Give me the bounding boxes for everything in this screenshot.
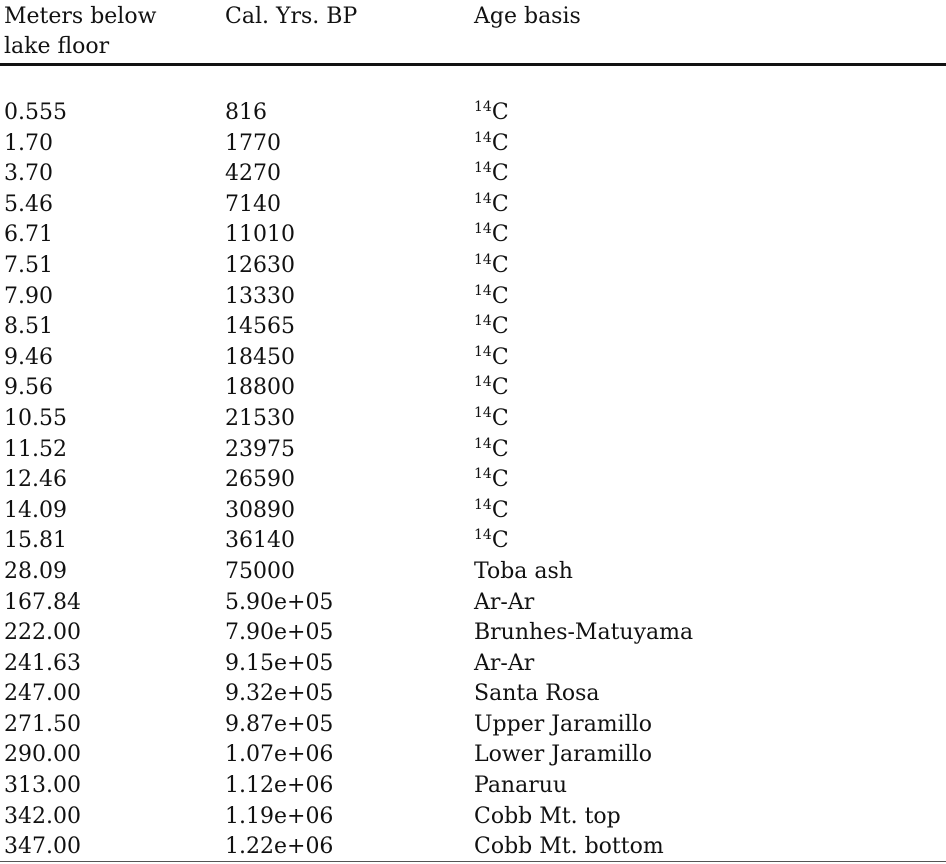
header-rule bbox=[0, 63, 946, 66]
depth-cell: 271.50 bbox=[4, 711, 81, 737]
basis-text: C bbox=[491, 252, 509, 278]
basis-cell bbox=[474, 832, 664, 862]
basis-cell bbox=[474, 740, 652, 770]
isotope-mass-number: 14 bbox=[474, 374, 492, 391]
table-row bbox=[0, 588, 946, 619]
table-row bbox=[0, 679, 946, 710]
basis-cell bbox=[474, 710, 652, 740]
age-cell: 21530 bbox=[225, 405, 295, 431]
depth-cell: 28.09 bbox=[4, 558, 67, 584]
table-row bbox=[0, 771, 946, 802]
depth-cell: 15.81 bbox=[4, 528, 67, 554]
basis-cell bbox=[474, 251, 509, 281]
table-row bbox=[0, 649, 946, 680]
basis-text: C bbox=[491, 375, 509, 401]
table-row bbox=[0, 496, 946, 527]
column-header-age: Cal. Yrs. BP bbox=[225, 4, 358, 29]
age-cell: 7.90e+05 bbox=[225, 620, 334, 646]
basis-text: Ar-Ar bbox=[474, 589, 535, 615]
age-cell: 12630 bbox=[225, 252, 295, 278]
age-cell: 75000 bbox=[225, 558, 295, 584]
age-cell: 1770 bbox=[225, 130, 281, 156]
depth-cell: 167.84 bbox=[4, 589, 81, 615]
table-body bbox=[0, 98, 946, 863]
basis-text: Cobb Mt. bottom bbox=[474, 834, 664, 860]
age-cell: 4270 bbox=[225, 161, 281, 187]
basis-cell bbox=[474, 679, 600, 709]
column-header-basis: Age basis bbox=[474, 4, 581, 29]
depth-cell: 290.00 bbox=[4, 742, 81, 768]
basis-text: C bbox=[491, 161, 509, 187]
depth-cell: 7.51 bbox=[4, 252, 53, 278]
basis-cell bbox=[474, 526, 509, 556]
table-row bbox=[0, 557, 946, 588]
basis-cell bbox=[474, 465, 509, 495]
basis-cell bbox=[474, 557, 573, 587]
depth-cell: 10.55 bbox=[4, 405, 67, 431]
age-cell: 1.22e+06 bbox=[225, 834, 334, 860]
basis-cell bbox=[474, 220, 509, 250]
table-row bbox=[0, 465, 946, 496]
table-row bbox=[0, 312, 946, 343]
basis-text: C bbox=[491, 314, 509, 340]
basis-cell bbox=[474, 649, 534, 679]
depth-cell: 241.63 bbox=[4, 650, 81, 676]
basis-text: C bbox=[491, 344, 509, 370]
basis-cell bbox=[474, 802, 621, 832]
basis-cell bbox=[474, 282, 509, 312]
basis-text: C bbox=[491, 100, 509, 125]
age-cell: 1.07e+06 bbox=[225, 742, 334, 768]
age-cell: 30890 bbox=[225, 497, 295, 523]
isotope-mass-number: 14 bbox=[474, 251, 492, 268]
table-row bbox=[0, 710, 946, 741]
depth-cell: 5.46 bbox=[4, 191, 53, 217]
isotope-mass-number: 14 bbox=[474, 404, 492, 421]
age-cell: 7140 bbox=[225, 191, 281, 217]
age-cell: 9.87e+05 bbox=[225, 711, 334, 737]
age-cell: 18800 bbox=[225, 375, 295, 401]
table-row bbox=[0, 404, 946, 435]
table-row bbox=[0, 435, 946, 466]
basis-cell bbox=[474, 190, 509, 220]
table-row bbox=[0, 373, 946, 404]
basis-text: C bbox=[491, 528, 509, 554]
basis-text: C bbox=[491, 130, 509, 156]
column-header-depth: Meters below lake floor bbox=[4, 4, 157, 59]
table-row bbox=[0, 98, 946, 129]
isotope-mass-number: 14 bbox=[474, 313, 492, 330]
isotope-mass-number: 14 bbox=[474, 221, 492, 238]
isotope-mass-number: 14 bbox=[474, 160, 492, 177]
table-row bbox=[0, 251, 946, 282]
basis-cell bbox=[474, 159, 509, 189]
depth-cell: 8.51 bbox=[4, 314, 53, 340]
depth-cell: 313.00 bbox=[4, 773, 81, 799]
depth-cell: 222.00 bbox=[4, 620, 81, 646]
depth-cell: 247.00 bbox=[4, 681, 81, 707]
basis-cell bbox=[474, 435, 509, 465]
basis-text: C bbox=[491, 191, 509, 217]
isotope-mass-number: 14 bbox=[474, 435, 492, 452]
depth-cell: 3.70 bbox=[4, 161, 53, 187]
age-cell: 9.32e+05 bbox=[225, 681, 334, 707]
table-row bbox=[0, 220, 946, 251]
depth-cell: 0.555 bbox=[4, 100, 67, 125]
age-cell: 18450 bbox=[225, 344, 295, 370]
isotope-mass-number: 14 bbox=[474, 99, 492, 115]
isotope-mass-number: 14 bbox=[474, 527, 492, 544]
depth-cell: 11.52 bbox=[4, 436, 67, 462]
table-row bbox=[0, 159, 946, 190]
table-row bbox=[0, 282, 946, 313]
basis-text: C bbox=[491, 222, 509, 248]
basis-text: Cobb Mt. top bbox=[474, 803, 621, 829]
bottom-rule bbox=[0, 861, 946, 862]
table-row bbox=[0, 526, 946, 557]
basis-text: C bbox=[491, 467, 509, 493]
depth-cell: 7.90 bbox=[4, 283, 53, 309]
basis-cell bbox=[474, 98, 509, 128]
table-row bbox=[0, 343, 946, 374]
depth-cell: 6.71 bbox=[4, 222, 53, 248]
age-cell: 1.12e+06 bbox=[225, 773, 334, 799]
depth-cell: 12.46 bbox=[4, 467, 67, 493]
isotope-mass-number: 14 bbox=[474, 190, 492, 207]
basis-text: C bbox=[491, 405, 509, 431]
basis-cell bbox=[474, 771, 567, 801]
age-cell: 23975 bbox=[225, 436, 295, 462]
isotope-mass-number: 14 bbox=[474, 282, 492, 299]
basis-text: Santa Rosa bbox=[474, 681, 600, 707]
table-row bbox=[0, 129, 946, 160]
table-row bbox=[0, 832, 946, 863]
depth-cell: 9.56 bbox=[4, 375, 53, 401]
basis-text: C bbox=[491, 283, 509, 309]
basis-text: Upper Jaramillo bbox=[474, 711, 653, 737]
table-row bbox=[0, 618, 946, 649]
age-cell: 11010 bbox=[225, 222, 295, 248]
basis-cell bbox=[474, 129, 509, 159]
table-row bbox=[0, 740, 946, 771]
age-cell: 26590 bbox=[225, 467, 295, 493]
basis-cell bbox=[474, 373, 509, 403]
age-cell: 13330 bbox=[225, 283, 295, 309]
age-cell: 1.19e+06 bbox=[225, 803, 334, 829]
basis-text: C bbox=[491, 436, 509, 462]
depth-cell: 9.46 bbox=[4, 344, 53, 370]
basis-cell bbox=[474, 588, 534, 618]
basis-cell bbox=[474, 312, 509, 342]
age-cell: 36140 bbox=[225, 528, 295, 554]
basis-text: Panaruu bbox=[474, 773, 568, 799]
basis-cell bbox=[474, 618, 693, 648]
basis-cell bbox=[474, 404, 509, 434]
age-cell: 9.15e+05 bbox=[225, 650, 334, 676]
table-row bbox=[0, 190, 946, 221]
basis-text: Brunhes-Matuyama bbox=[474, 620, 694, 646]
age-cell: 5.90e+05 bbox=[225, 589, 334, 615]
isotope-mass-number: 14 bbox=[474, 129, 492, 146]
isotope-mass-number: 14 bbox=[474, 343, 492, 360]
isotope-mass-number: 14 bbox=[474, 496, 492, 513]
table-row bbox=[0, 802, 946, 833]
age-cell: 816 bbox=[225, 100, 267, 125]
basis-cell bbox=[474, 343, 509, 373]
depth-cell: 1.70 bbox=[4, 130, 53, 156]
age-cell: 14565 bbox=[225, 314, 295, 340]
table-header bbox=[0, 0, 946, 66]
isotope-mass-number: 14 bbox=[474, 466, 492, 483]
basis-text: C bbox=[491, 497, 509, 523]
basis-text: Ar-Ar bbox=[474, 650, 535, 676]
depth-cell: 14.09 bbox=[4, 497, 67, 523]
basis-text: Lower Jaramillo bbox=[474, 742, 652, 768]
basis-cell bbox=[474, 496, 509, 526]
depth-cell: 342.00 bbox=[4, 803, 81, 829]
depth-cell: 347.00 bbox=[4, 834, 81, 860]
basis-text: Toba ash bbox=[474, 558, 573, 584]
